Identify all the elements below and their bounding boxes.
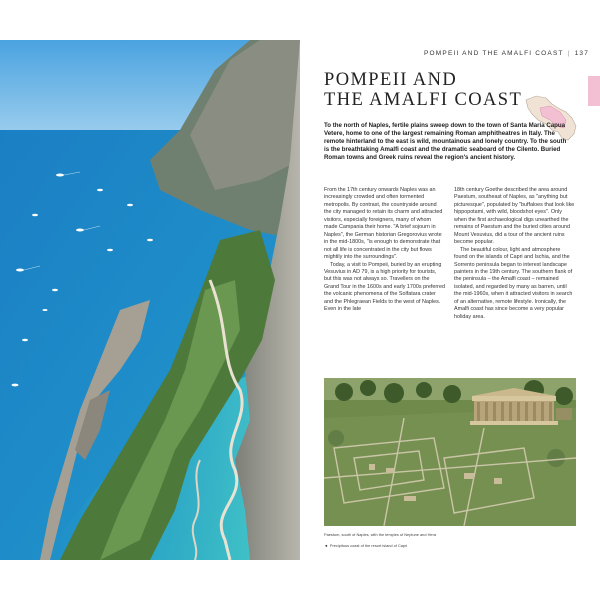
body-paragraph: The beautiful colour, light and atmosphere found on the islands of Capri and Ischia, and the Sorrento peninsula began to interest landscape painters in the 19th century. The southern flank of the peninsula – the Amalfi coast – remained isolated, and regarded by many as barren, until the mid-1960s, when it attracted visitors in search of an alternative, remote lifestyle. Ironically, the Amalfi coast has since become a very popular holiday area.: [454, 246, 573, 320]
running-head: POMPEII AND THE AMALFI COAST | 137: [424, 50, 590, 57]
body-paragraph: 18th century Goethe described the area around Paestum, southeast of Naples, as "anything but picturesque", populated by "buffaloes that look like hippopotami, with wild, bloodshot eyes". Only when the first archaeological digs unearthed the remains of Paestum and the buried cities around Mount Vesuvius, did a tour of the ancient ruins become popular.: [454, 187, 575, 246]
running-head-title: POMPEII AND THE AMALFI COAST: [424, 50, 564, 57]
body-paragraph: From the 17th century onwards Naples was an increasingly crowded and often tormented metropolis. By contrast, the countryside around the city managed to retain its charm and attracted visitors, especially foreigners, many of whom made Campania their home. "A brief sojourn in Naples", the German historian Gregorovius wrote in the mid-1800s, "is enough to demonstrate that not all life is concentrated in the city but flows mightily into the surroundings".: [324, 187, 443, 261]
title-line-1: POMPEII AND: [324, 70, 458, 90]
page-number: 137: [574, 50, 590, 57]
caption-coast-text: Precipitous coast of the resort island of Capri: [329, 543, 408, 548]
caption-coast: [324, 543, 407, 548]
capri-coast-photo: [0, 40, 300, 560]
title-line-2: THE AMALFI COAST: [324, 90, 523, 110]
article-page: [300, 40, 600, 560]
paestum-ruins-photo: [324, 378, 576, 526]
page-title: [324, 70, 534, 110]
caption-arrow-icon: ◄: [324, 543, 328, 548]
body-column-right: [454, 187, 575, 321]
section-color-tab: [588, 76, 600, 106]
intro-paragraph: To the north of Naples, fertile plains sweep down to the town of Santa Maria Capua Vetere, home to one of the largest remaining Roman amphitheatres in Italy. The remote hinterland to the east is wild, mountainous and lonely country. To the south is the breathtaking Amalfi coast and the dramatic seaboard of the Cilento. Buried Roman towns and Greek ruins reveal the region's ancient history.: [324, 122, 567, 162]
body-column-left: [324, 187, 445, 314]
body-paragraph: Today, a visit to Pompeii, buried by an erupting Vesuvius in AD 79, is a high priority for tourists, but this was not always so. Travellers on the Grand Tour in the 1600s and early 1700s preferred the volcanic phenomena of the Solfatara crater and the Phlegraean Fields to the west of Naples. Even in the late: [324, 261, 445, 313]
caption-ruins: Paestum, south of Naples, with the temples of Neptune and Hera: [324, 532, 437, 537]
